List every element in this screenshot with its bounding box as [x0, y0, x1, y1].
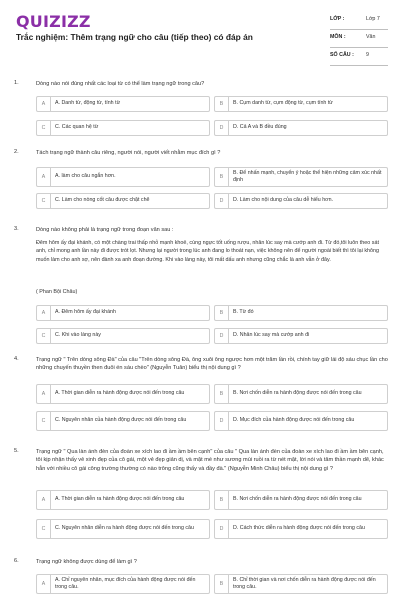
option-d[interactable]	[214, 411, 388, 431]
quiz-title: Trắc nghiệm: Thêm trạng ngữ cho câu (tiếp theo) có đáp án	[16, 32, 253, 42]
option-d[interactable]	[214, 519, 388, 539]
question-text: Dòng nào nói đúng nhất các loại từ có thể làm trạng ngữ trong câu?	[36, 81, 205, 87]
option-b[interactable]	[214, 305, 388, 321]
option-b[interactable]	[214, 384, 388, 404]
meta-row-count	[330, 48, 388, 66]
option-letter: B	[215, 575, 229, 593]
option-c[interactable]	[36, 120, 210, 136]
meta-row-subject	[330, 30, 388, 48]
option-text: B. Nơi chốn diễn ra hành động được nói đến trong câu	[233, 496, 362, 503]
question-number: 2.	[14, 149, 19, 155]
option-letter: B	[215, 97, 229, 111]
option-d[interactable]	[214, 193, 388, 209]
meta-label: SỐ CÂU :	[330, 52, 354, 58]
question-number: 5.	[14, 448, 19, 454]
option-d[interactable]	[214, 120, 388, 136]
meta-value: Văn	[366, 34, 376, 40]
option-text: C. Nguyên nhân diễn ra hành động được nói đến trong câu	[55, 525, 194, 532]
option-letter: C	[37, 412, 51, 430]
option-b[interactable]	[214, 490, 388, 510]
question-text: Tách trạng ngữ thành câu riêng, người nói, người viết nhằm mục đích gì ?	[36, 150, 221, 156]
option-letter: C	[37, 329, 51, 343]
question-number: 4.	[14, 356, 19, 362]
option-b[interactable]	[214, 574, 388, 594]
option-letter: A	[37, 491, 51, 509]
option-letter: A	[37, 168, 51, 186]
option-text: D. Cả A và B đều đúng	[233, 124, 287, 131]
option-text: D. Làm cho nội dung của câu dễ hiểu hơn.	[233, 197, 334, 204]
option-letter: D	[215, 329, 229, 343]
option-a[interactable]	[36, 384, 210, 404]
option-text: A. Thời gian diễn ra hành động được nói đến trong câu	[55, 390, 185, 397]
question-number: 1.	[14, 80, 19, 86]
option-letter: D	[215, 412, 229, 430]
reading-passage: Đêm hôm ấy đại khánh, có một chàng trai thấp nhỏ mạnh khoẻ, cùng ngực tốt uống rượu, nhân lúc say mà cướp anh đi. Từ đó,tôi luôn theo sát anh, chỉ mong anh lần này đi được trót lọt. Nhưng lại người trong lúc anh đang lo thoát nạn, việc không nên để người ngoài biết thì tôi lại không muốn làm cho anh sợ, nên đành xa anh đoạn đường. Khi vào làng này, tôi mất dấu anh nhưng cũng chắc là anh vẫn ở đây.	[36, 240, 380, 263]
option-letter: D	[215, 520, 229, 538]
option-a[interactable]	[36, 96, 210, 112]
option-text: A. làm cho câu ngắn hơn.	[55, 173, 116, 180]
option-c[interactable]	[36, 411, 210, 431]
meta-row-grade	[330, 12, 388, 30]
option-b[interactable]	[214, 167, 388, 187]
option-text: A. Thời gian diễn ra hành động được nói đến trong câu	[55, 496, 185, 503]
option-text: C. Nguyên nhân của hành động được nói đến trong câu	[55, 417, 187, 424]
option-letter: C	[37, 194, 51, 208]
option-letter: B	[215, 385, 229, 403]
option-a[interactable]	[36, 574, 210, 594]
question-text: Dòng nào không phải là trạng ngữ trong đoạn văn sau :	[36, 227, 174, 233]
meta-value: 9	[366, 52, 369, 58]
option-text: A. Đêm hôm ấy đại khánh	[55, 309, 116, 316]
question-number: 6.	[14, 558, 19, 564]
option-text: D. Mục đích của hành động được nói đến trong câu	[233, 417, 355, 424]
quizizz-logo[interactable]: QUIZIZZ	[16, 12, 91, 31]
option-d[interactable]	[214, 328, 388, 344]
option-text: A. Chỉ nguyên nhân, mục đích của hành động được nói đến trong câu.	[55, 576, 196, 590]
option-letter: D	[215, 194, 229, 208]
option-letter: B	[215, 491, 229, 509]
option-letter: A	[37, 575, 51, 593]
option-text: D. Nhân lúc say mà cướp anh đi	[233, 332, 310, 339]
option-a[interactable]	[36, 490, 210, 510]
option-text: B. Chỉ thời gian và nơi chốn diễn ra hành động được nói đến trong câu.	[233, 576, 376, 590]
option-letter: B	[215, 306, 229, 320]
question-text: Trạng ngữ không được dùng để làm gì ?	[36, 559, 137, 565]
option-text: A. Danh từ, động từ, tính từ	[55, 100, 121, 107]
option-text: C. Làm cho nòng cốt câu được chặt chẽ	[55, 197, 150, 204]
option-text: D. Cách thức diễn ra hành động được nói đến trong câu	[233, 525, 365, 532]
meta-label: MÔN :	[330, 34, 346, 40]
option-letter: B	[215, 168, 229, 186]
question-number: 3.	[14, 226, 19, 232]
option-text: B. Cụm danh từ, cụm động từ, cụm tính từ	[233, 100, 333, 107]
option-c[interactable]	[36, 328, 210, 344]
option-b[interactable]	[214, 96, 388, 112]
worksheet-header	[0, 0, 400, 70]
passage-source: ( Phan Bội Châu)	[36, 289, 78, 295]
question-text: Trạng ngữ " Trên dòng sông Đà" của câu "Trên dòng sông Đà, ông xuôi ông ngược hơn một trăm lần rồi, chính tay giữ lái độ sáu chục lần cho những chuyến thuyền then đuôi én sáu chèo" (Nguyễn Tuân) biểu thị nội dung gì ?	[36, 357, 388, 372]
meta-label: LỚP :	[330, 16, 345, 22]
option-text: B. Từ đó	[233, 309, 254, 316]
option-letter: D	[215, 121, 229, 135]
option-text: C. Các quan hệ từ	[55, 124, 99, 131]
option-text: B. Nơi chốn diễn ra hành động được nói đến trong câu	[233, 390, 362, 397]
option-c[interactable]	[36, 193, 210, 209]
option-letter: A	[37, 97, 51, 111]
option-a[interactable]	[36, 305, 210, 321]
option-a[interactable]	[36, 167, 210, 187]
option-text: C. Khi vào làng này	[55, 332, 101, 339]
option-text: B. Để nhấn mạnh, chuyển ý hoặc thể hiện những cảm xúc nhất định	[233, 169, 382, 183]
option-letter: A	[37, 306, 51, 320]
option-letter: C	[37, 121, 51, 135]
option-letter: C	[37, 520, 51, 538]
question-text: Trạng ngữ " Qua làn ánh đèn của đoàn xe xích lao đi ầm ầm bên cạnh" của câu " Qua làn ánh đèn của đoàn xe xích lao đi ầm ầm bên cạnh, tôi kịp nhận thấy vẻ xinh đẹp của cô gái, một vẻ đẹp giản dị, và mặt mé như sương mùi ruồi ra từ nét mặt, lời nói và tâm thần mạnh dẽ, khác hẳn với nhiều cô gái công trường thường có nào trông cũng thấy và đầy đà." (Nguyễn Minh Châu) biểu thị nội dung gì ?	[36, 449, 384, 472]
meta-value: Lớp 7	[366, 16, 380, 22]
meta-panel	[330, 12, 388, 66]
option-c[interactable]	[36, 519, 210, 539]
option-letter: A	[37, 385, 51, 403]
